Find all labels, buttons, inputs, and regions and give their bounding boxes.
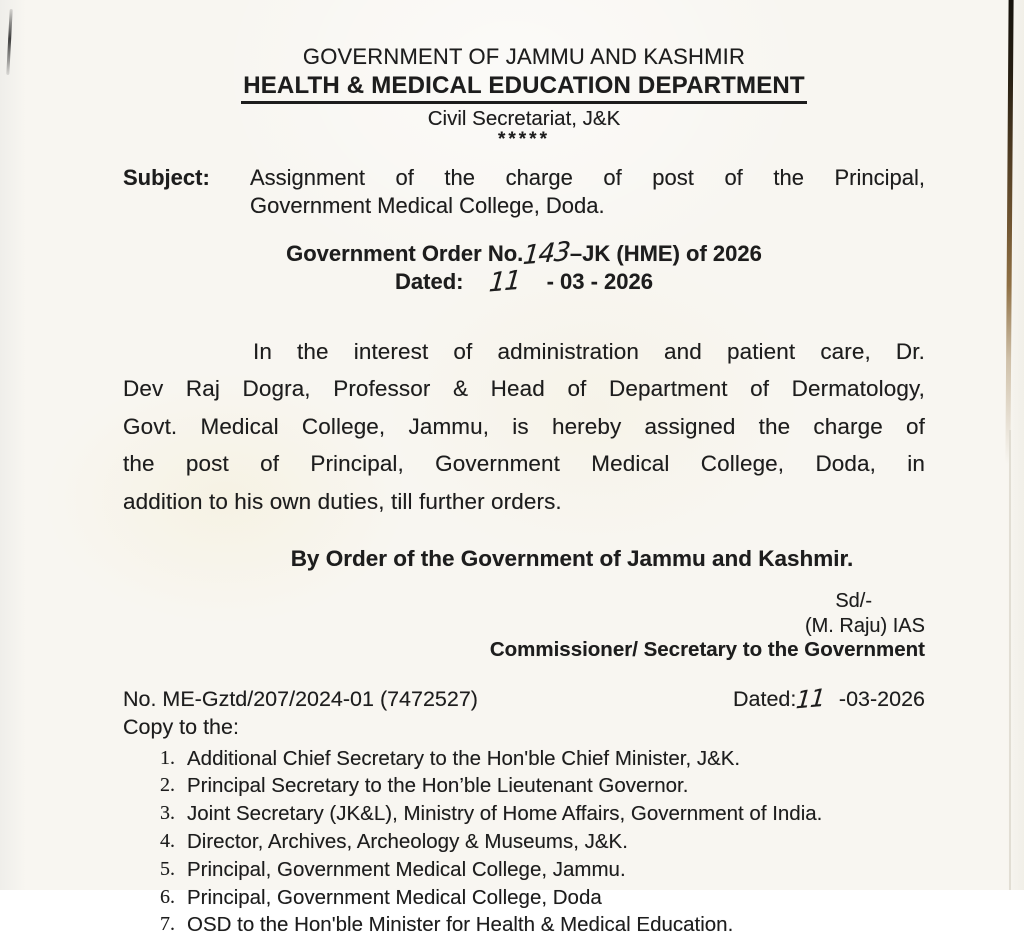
- footer-dated-handwritten: 11: [795, 683, 827, 714]
- list-item-text: Principal, Government Medical College, Jammu.: [187, 857, 626, 881]
- signature-sd: Sd/-: [835, 590, 872, 613]
- footer-dated-label: Dated:: [733, 686, 797, 711]
- government-title: GOVERNMENT OF JAMMU AND KASHMIR: [302, 44, 746, 69]
- subject-label: Subject:: [123, 165, 210, 190]
- scan-artifact-top-left: [6, 9, 12, 75]
- subject-text: [250, 164, 925, 219]
- order-dated-suffix: - 03 - 2026: [546, 269, 653, 294]
- order-dated-label: Dated:: [395, 269, 464, 294]
- list-item-number: 4.: [160, 829, 175, 852]
- reference-row: [123, 683, 925, 714]
- body-line: the post of Principal, Government Medical College, Doda, in: [123, 451, 925, 477]
- department-title-wrap: [123, 70, 925, 104]
- list-item-number: 7.: [160, 913, 175, 936]
- scan-artifact-right-edge: [1005, 0, 1013, 464]
- footer-dated-suffix: -03-2026: [838, 686, 925, 711]
- list-item-text: Principal Secretary to the Hon’ble Lieutenant Governor.: [187, 774, 689, 798]
- order-body-paragraph: [123, 333, 925, 520]
- document-content: [123, 44, 925, 939]
- list-item-text: Additional Chief Secretary to the Hon'ble Chief Minister, J&K.: [187, 746, 741, 770]
- by-order-line: By Order of the Government of Jammu and Kashmir.: [290, 546, 854, 572]
- list-item-number: 3.: [160, 802, 175, 825]
- body-line: In the interest of administration and patient care, Dr.: [253, 339, 925, 364]
- order-dated-handwritten: 11: [488, 265, 522, 299]
- copy-to-label: Copy to the:: [123, 714, 239, 739]
- footer-dated: [733, 683, 925, 714]
- body-line: Dev Raj Dogra, Professor & Head of Department of Dermatology,: [123, 376, 925, 402]
- signature-name: (M. Raju) IAS: [804, 614, 925, 637]
- copy-recipient-list: [123, 745, 925, 939]
- letterhead: [123, 44, 925, 148]
- list-item: [123, 772, 925, 800]
- reference-number: No. ME-Gztd/207/2024-01 (7472527): [123, 686, 478, 711]
- star-separator: *****: [498, 129, 550, 150]
- list-item: [123, 911, 925, 939]
- department-title: HEALTH & MEDICAL EDUCATION DEPARTMENT: [241, 72, 807, 104]
- list-item-text: Principal, Government Medical College, Doda: [187, 885, 602, 909]
- subject-line-2: Government Medical College, Doda.: [250, 192, 605, 218]
- scan-artifact-right-edge-faint: [1009, 430, 1011, 890]
- subject-line-1: Assignment of the charge of post of the Principal,: [250, 165, 925, 190]
- list-item-number: 6.: [160, 885, 175, 908]
- body-line: addition to his own duties, till further orders.: [123, 488, 562, 514]
- list-item-number: 1.: [160, 746, 175, 769]
- order-number-block: [123, 236, 925, 299]
- list-item: [123, 828, 925, 856]
- list-item: [123, 800, 925, 828]
- secretariat-line: Civil Secretariat, J&K: [427, 107, 621, 130]
- list-item-number: 2.: [160, 774, 175, 797]
- list-item: [123, 745, 925, 773]
- list-item: [123, 856, 925, 884]
- list-item-text: OSD to the Hon'ble Minister for Health & Medical Education.: [187, 913, 734, 937]
- order-dated-line: [123, 265, 925, 299]
- order-number-suffix: –JK (HME) of 2026: [569, 241, 762, 266]
- order-number-prefix: Government Order No.: [286, 241, 524, 266]
- order-number-handwritten: 143: [522, 236, 572, 272]
- list-item-text: Director, Archives, Archeology & Museums, J&K.: [187, 829, 628, 853]
- signature-designation: Commissioner/ Secretary to the Government: [489, 638, 925, 662]
- list-item-text: Joint Secretary (JK&L), Ministry of Home Affairs, Government of India.: [187, 802, 823, 826]
- order-number-line: [123, 236, 925, 272]
- list-item-number: 5.: [160, 857, 175, 880]
- signature-block: [123, 589, 925, 663]
- body-line: Govt. Medical College, Jammu, is hereby assigned the charge of: [123, 413, 925, 439]
- subject-block: [123, 164, 925, 219]
- list-item: [123, 884, 925, 912]
